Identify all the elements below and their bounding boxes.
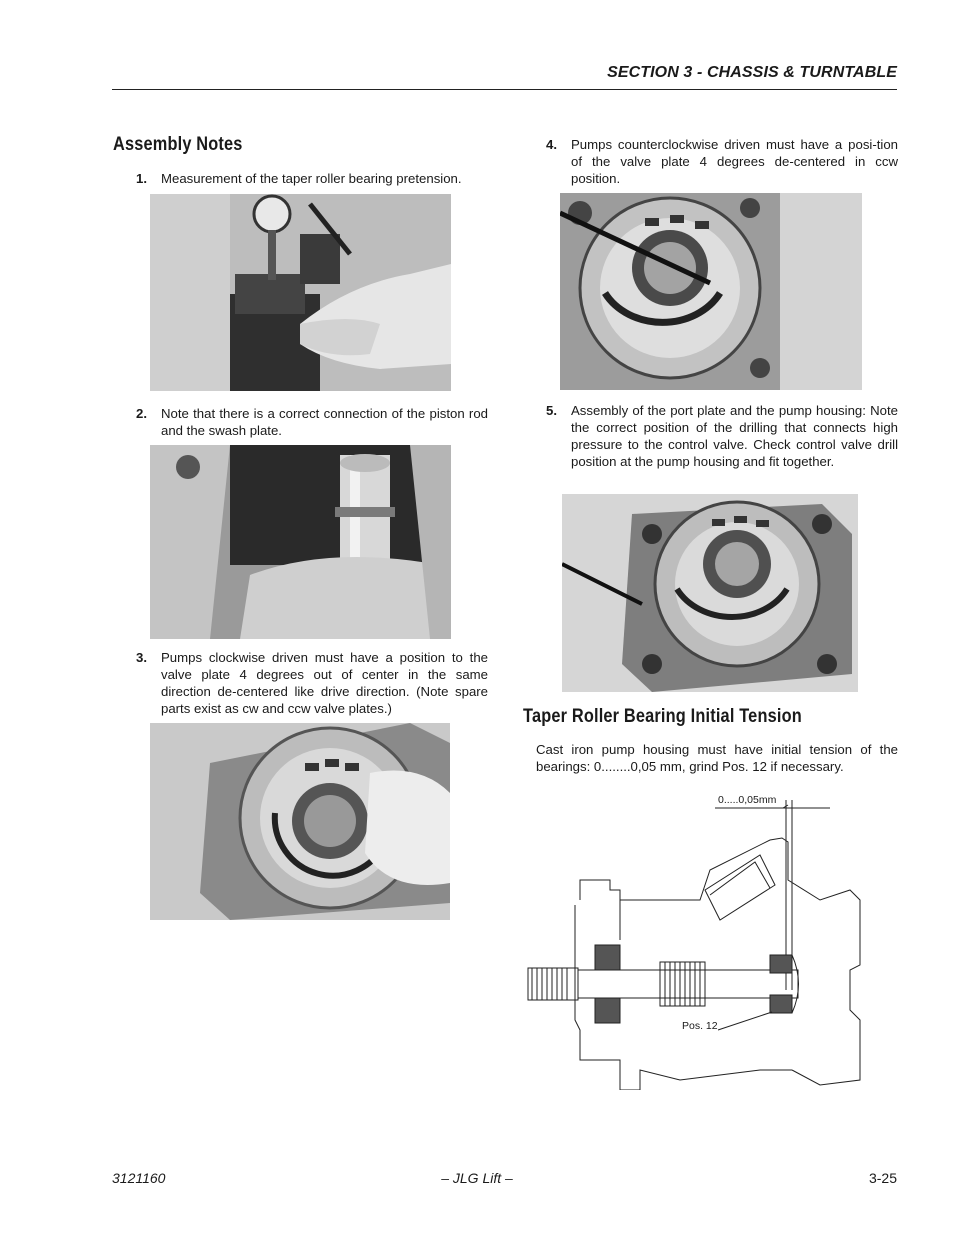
list-item-text: Note that there is a correct connection of the piston rod and the swash plate.	[161, 406, 488, 438]
list-item-text: Measurement of the taper roller bearing pretension.	[161, 171, 462, 186]
tension-paragraph: Cast iron pump housing must have initial tension of the bearings: 0........0,05 mm, grind Pos. 12 if necessary.	[536, 742, 898, 774]
list-item	[546, 136, 898, 188]
photo-piston-rod	[150, 445, 451, 639]
footer-publisher: – JLG Lift –	[441, 1170, 513, 1186]
list-item	[136, 170, 488, 188]
list-item	[136, 649, 488, 719]
list-item-text: Pumps counterclockwise driven must have a posi-tion of the valve plate 4 degrees de-centered in ccw position.	[571, 137, 898, 186]
list-item-number: 1.	[136, 171, 147, 186]
list-item-number: 4.	[546, 137, 557, 152]
pos-12-label: Pos. 12	[682, 1020, 718, 1032]
photo-bearing-measurement	[150, 194, 451, 391]
bearing-tension-diagram	[520, 790, 900, 1090]
section-title: SECTION 3 - CHASSIS & TURNTABLE	[607, 64, 897, 81]
list-item	[546, 402, 898, 488]
header-divider	[112, 89, 897, 90]
list-item-number: 3.	[136, 650, 147, 665]
list-item	[136, 405, 488, 441]
list-item-number: 5.	[546, 403, 557, 418]
taper-roller-heading: Taper Roller Bearing Initial Tension	[523, 706, 802, 727]
assembly-notes-heading: Assembly Notes	[113, 134, 243, 155]
list-item-text: Assembly of the port plate and the pump housing: Note the correct position of the drilling that connects high pressure to the control valve. Check control valve drill position at the pump housing and fit together.	[571, 403, 898, 469]
list-item-text: Pumps clockwise driven must have a position to the valve plate 4 degrees out of center in the same direction de-centered like drive direction. (Note spare parts exist as cw and ccw valve plates.)	[161, 650, 488, 716]
list-item-number: 2.	[136, 406, 147, 421]
page-number: 3-25	[868, 1170, 897, 1186]
document-number: 3121160	[112, 1170, 166, 1186]
dimension-label: 0.....0,05mm	[718, 794, 777, 806]
photo-valve-plate-ccw	[560, 193, 862, 390]
photo-port-plate	[562, 494, 858, 692]
photo-valve-plate-cw	[150, 723, 450, 920]
